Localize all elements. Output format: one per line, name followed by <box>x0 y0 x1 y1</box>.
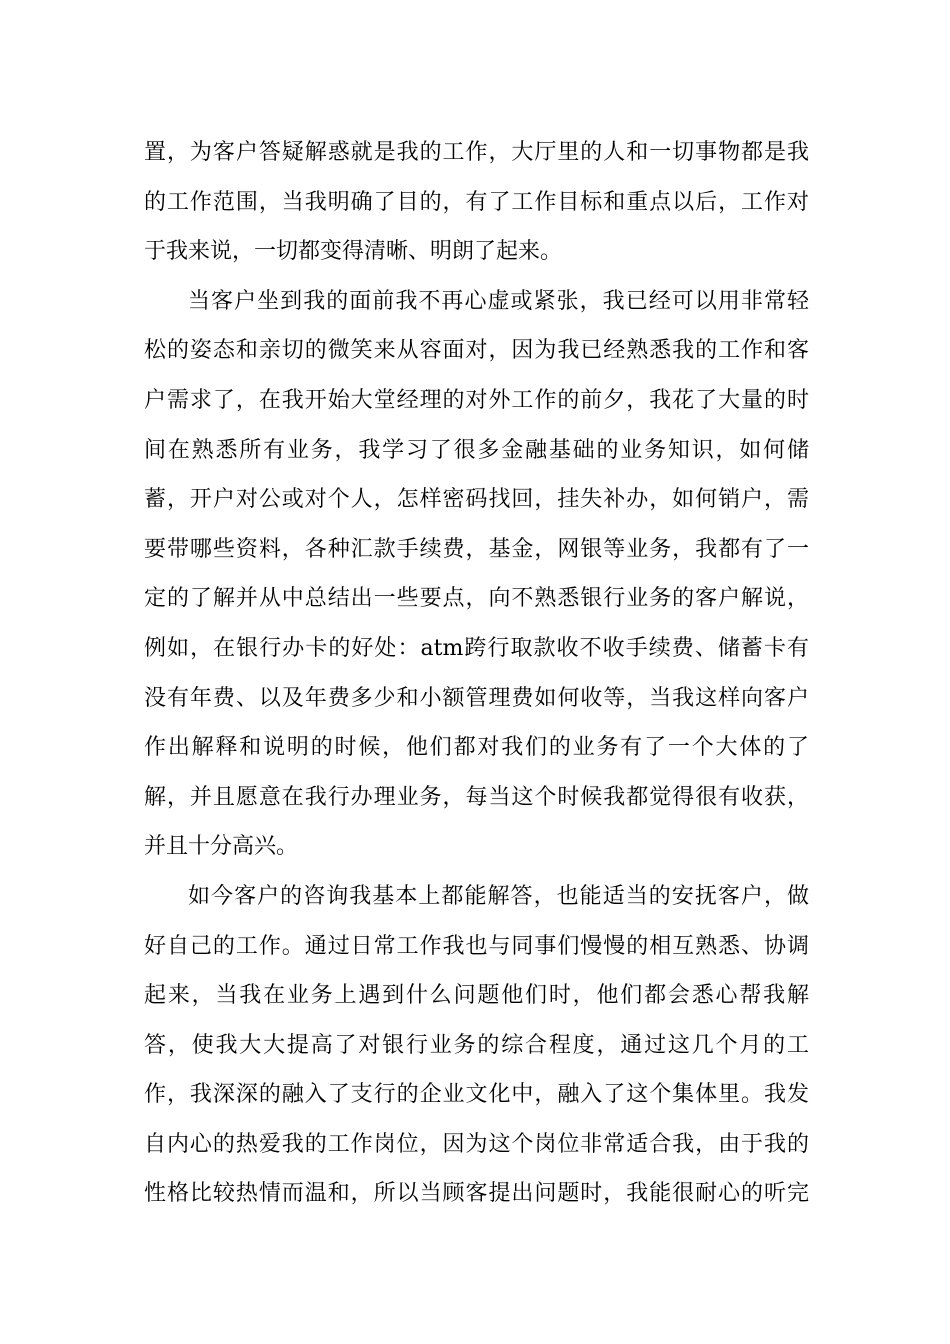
text-line: 户需求了，在我开始大堂经理的对外工作的前夕，我花了大量的时 <box>144 387 809 413</box>
text-line: 作出解释和说明的时候，他们都对我们的业务有了一个大体的了 <box>144 735 809 761</box>
text-line: 例如，在银行办卡的好处：atm跨行取款收不收手续费、储蓄卡有 <box>144 635 809 661</box>
paragraph <box>144 277 809 872</box>
document-body <box>144 128 809 1219</box>
text-line: 要带哪些资料，各种汇款手续费，基金，网银等业务，我都有了一 <box>144 536 809 562</box>
text-line: 性格比较热情而温和，所以当顾客提出问题时，我能很耐心的听完 <box>144 1181 809 1207</box>
text-line: 如今客户的咨询我基本上都能解答，也能适当的安抚客户，做 <box>188 883 809 909</box>
text-line: 定的了解并从中总结出一些要点，向不熟悉银行业务的客户解说， <box>144 586 809 612</box>
text-line: 解，并且愿意在我行办理业务，每当这个时候我都觉得很有收获， <box>144 784 809 810</box>
text-line: 作，我深深的融入了支行的企业文化中，融入了这个集体里。我发 <box>144 1082 809 1108</box>
text-line: 蓄，开户对公或对个人，怎样密码找回，挂失补办，如何销户，需 <box>144 487 809 513</box>
text-line: 的工作范围，当我明确了目的，有了工作目标和重点以后，工作对 <box>144 189 809 215</box>
text-line: 没有年费、以及年费多少和小额管理费如何收等，当我这样向客户 <box>144 685 809 711</box>
text-line: 置，为客户答疑解惑就是我的工作，大厅里的人和一切事物都是我 <box>144 140 809 165</box>
text-line: 好自己的工作。通过日常工作我也与同事们慢慢的相互熟悉、协调 <box>144 933 809 959</box>
text-line: 当客户坐到我的面前我不再心虚或紧张，我已经可以用非常轻 <box>188 288 809 314</box>
text-line: 答，使我大大提高了对银行业务的综合程度，通过这几个月的工 <box>144 1032 809 1058</box>
paragraph <box>144 872 809 1219</box>
text-line: 并且十分高兴。 <box>144 834 299 860</box>
paragraph <box>144 128 809 277</box>
text-line: 于我来说，一切都变得清晰、明朗了起来。 <box>144 239 563 265</box>
text-line: 间在熟悉所有业务，我学习了很多金融基础的业务知识，如何储 <box>144 437 809 463</box>
text-line: 松的姿态和亲切的微笑来从容面对，因为我已经熟悉我的工作和客 <box>144 338 809 364</box>
text-line: 自内心的热爱我的工作岗位，因为这个岗位非常适合我，由于我的 <box>144 1131 809 1157</box>
text-line: 起来，当我在业务上遇到什么问题他们时，他们都会悉心帮我解 <box>144 983 809 1009</box>
